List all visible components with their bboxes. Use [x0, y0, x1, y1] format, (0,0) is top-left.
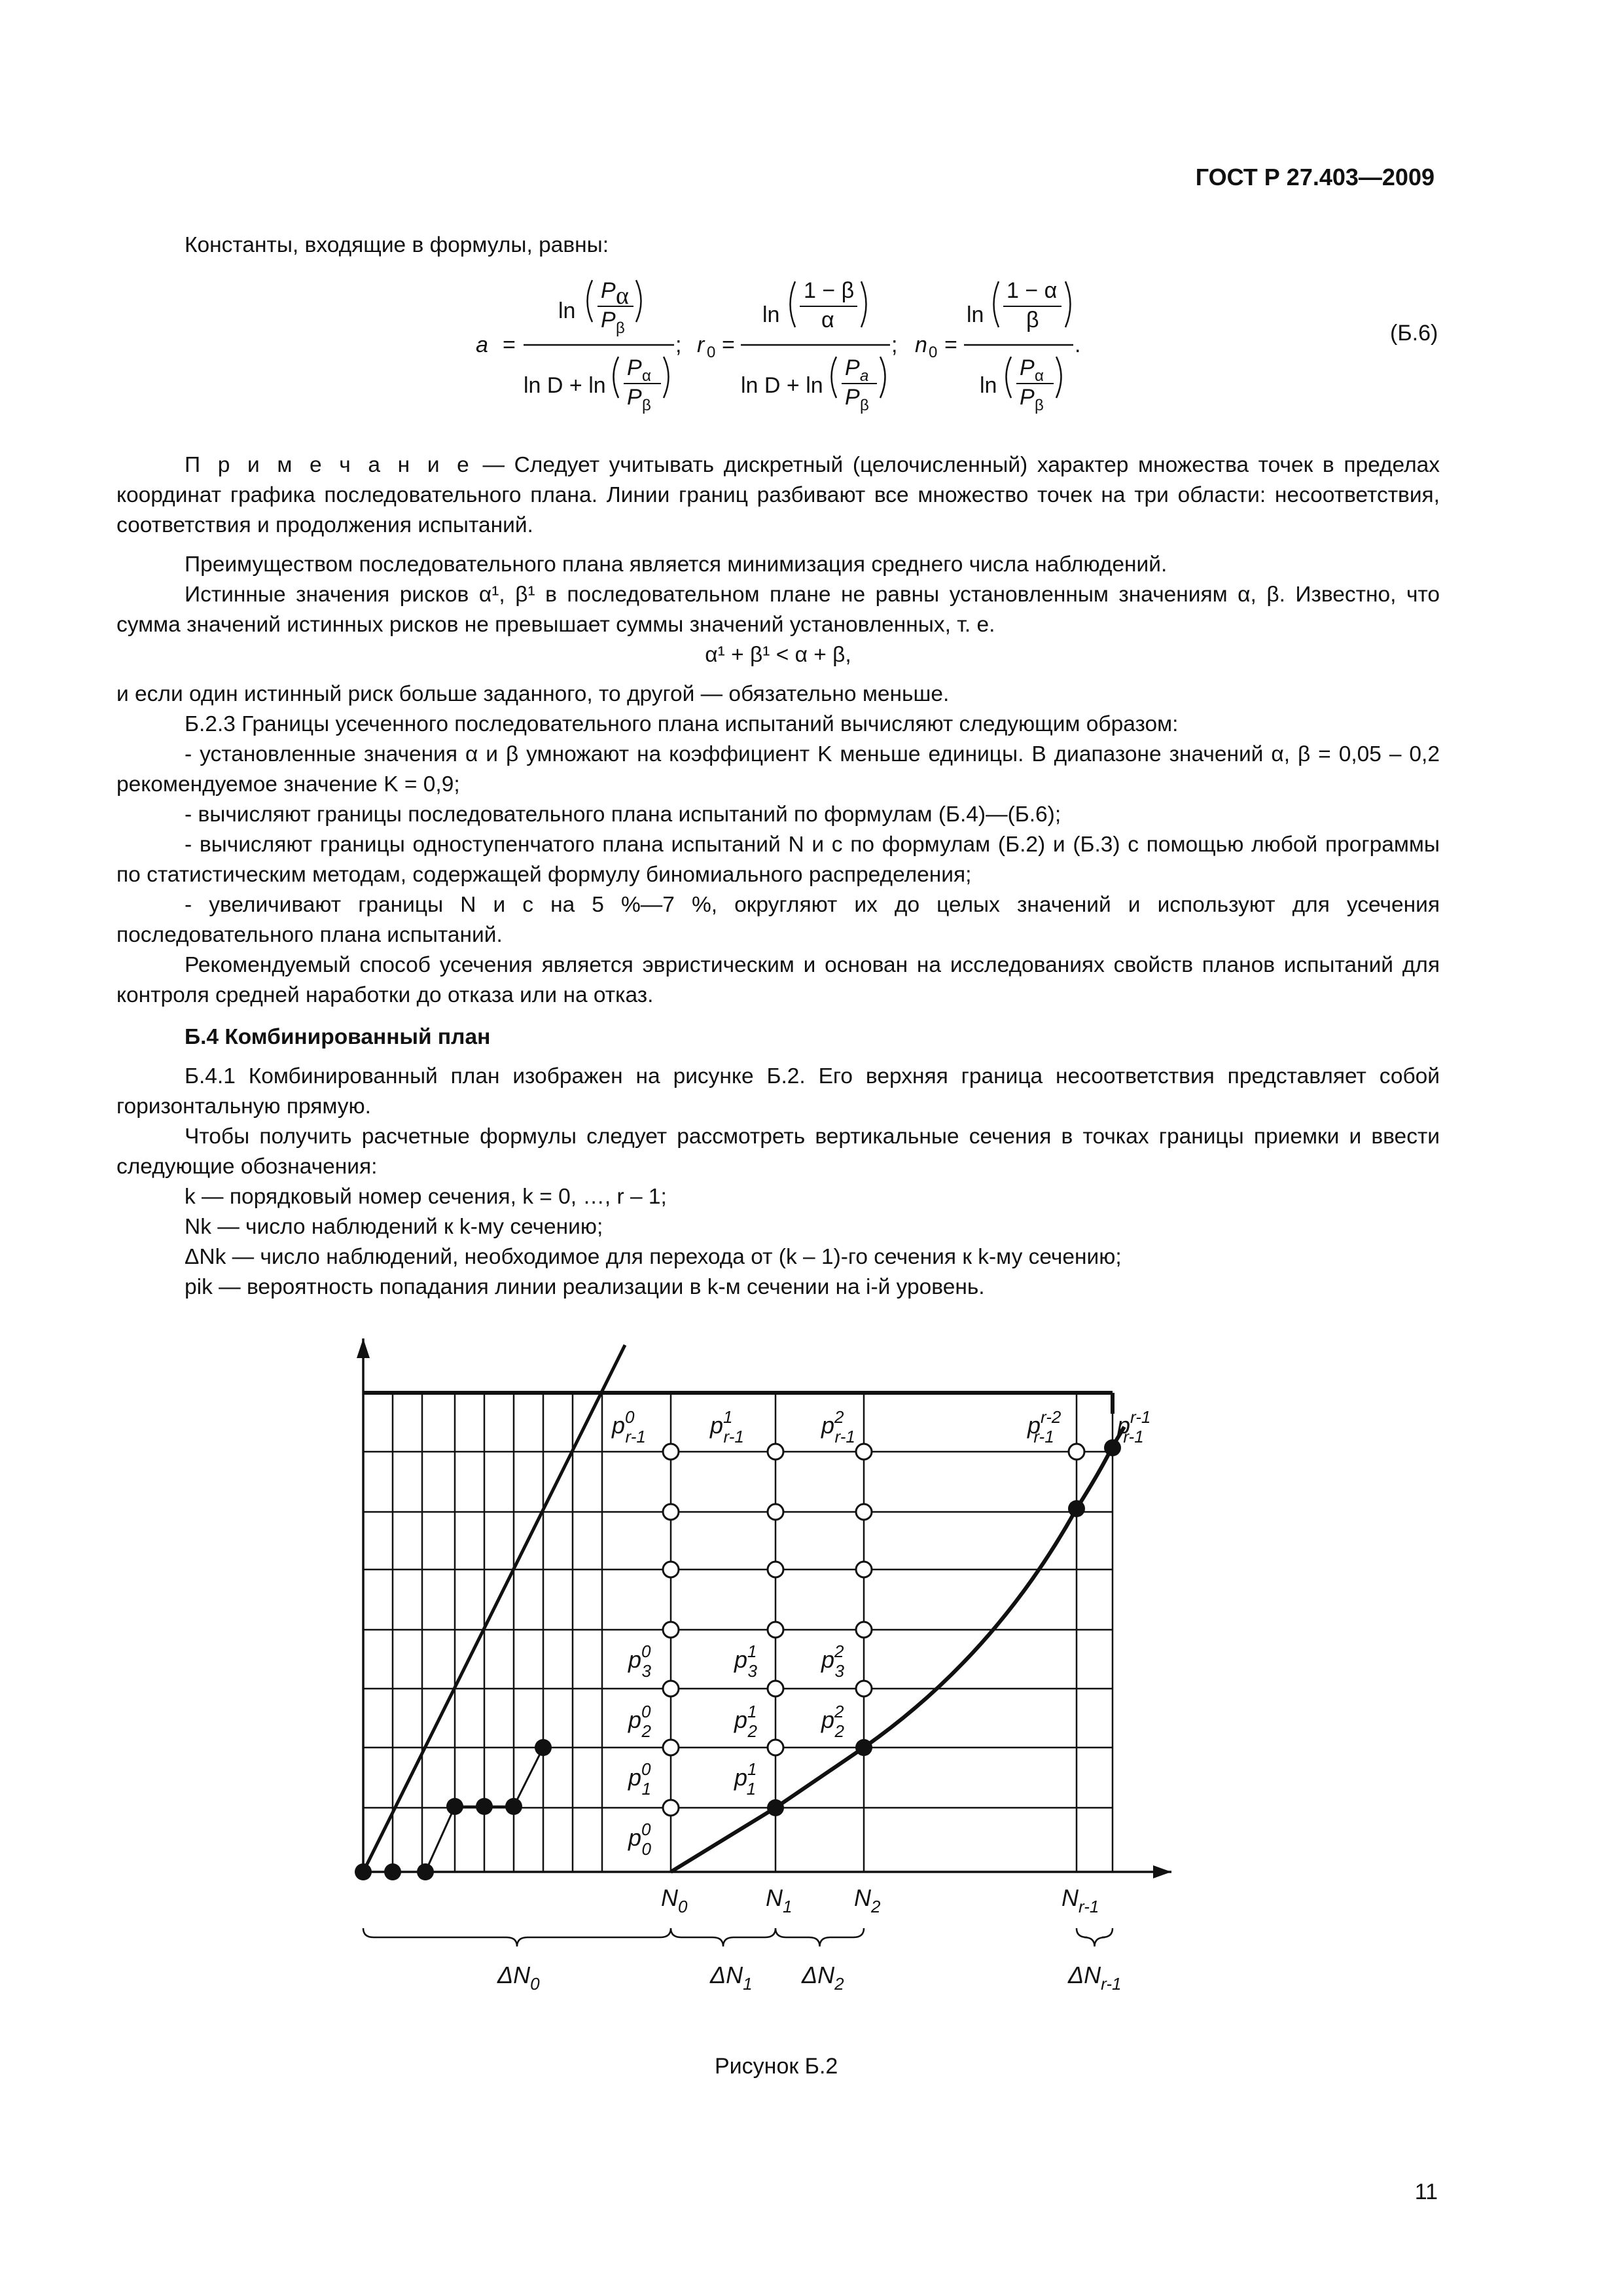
svg-text:;: ;	[675, 332, 682, 357]
open-point	[663, 1740, 679, 1755]
point-probability-label: $p^2$ 3	[821, 1641, 844, 1681]
filled-point	[1104, 1439, 1121, 1456]
svg-text:0: 0	[707, 344, 716, 361]
rejection-line	[363, 1345, 625, 1872]
point-probability-label: $p^2$ r-1	[821, 1407, 855, 1446]
open-point	[663, 1504, 679, 1520]
svg-text:a: a	[860, 367, 869, 385]
open-point	[663, 1800, 679, 1816]
filled-point	[417, 1863, 434, 1880]
point-probability-label: $p^{r-2}$ r-1	[1027, 1407, 1061, 1446]
point-probability-label: $p^0$ 0	[628, 1820, 651, 1859]
point-probability-label: $p^1$ 2	[734, 1702, 757, 1741]
note-paragraph	[116, 450, 1440, 541]
open-point	[1069, 1444, 1084, 1460]
filled-point	[384, 1863, 401, 1880]
interval-label: $\Delta N_2$	[802, 1962, 844, 1994]
filled-point	[505, 1798, 522, 1815]
formula-ln: ln	[558, 298, 576, 323]
svg-text:α: α	[1035, 367, 1044, 385]
open-point	[663, 1562, 679, 1577]
note-text: — Следует учитывать дискретный (целочисленный) характер множества точек в пределах координат графика последовательного плана. Линии границ разбивают все множество точек на три области: несоответствия, соответствия и продолжения испытаний.	[116, 453, 1440, 537]
svg-text:ln: ln	[980, 373, 997, 398]
svg-text:ln: ln	[762, 302, 780, 327]
point-probability-label: $p^1$ r-1	[710, 1407, 744, 1446]
svg-text:ln D + ln: ln D + ln	[741, 373, 823, 398]
point-probability-label: $p^2$ 2	[821, 1702, 844, 1741]
paragraph-advantage: Преимуществом последовательного плана является минимизация среднего числа наблюдений.	[185, 552, 1168, 577]
svg-text:=: =	[944, 332, 957, 357]
open-point	[768, 1562, 783, 1577]
formula-r0-symbol: r	[697, 332, 705, 357]
point-probability-label: $p^0$ 2	[628, 1702, 651, 1741]
formula-n0-symbol: n	[915, 332, 927, 357]
svg-text:α: α	[616, 282, 629, 310]
list-item: - вычисляют границы последовательного плана испытаний по формулам (Б.4)—(Б.6);	[185, 802, 1061, 827]
point-probability-label: $p^{r-1}$ r-1	[1117, 1407, 1151, 1446]
paragraph-b23: Б.2.3 Границы усеченного последовательного плана испытаний вычисляют следующим образом:	[185, 712, 1179, 736]
filled-point	[767, 1799, 784, 1816]
interval-brace	[776, 1928, 864, 1946]
y-axis-arrow	[357, 1338, 370, 1358]
svg-text:=: =	[722, 332, 735, 357]
intro-text: Константы, входящие в формулы, равны:	[185, 233, 609, 257]
svg-text:P: P	[845, 385, 860, 410]
truncation-steps-list	[116, 740, 1440, 950]
svg-text:β: β	[860, 397, 869, 414]
filled-point	[535, 1739, 552, 1756]
svg-text:1 − α: 1 − α	[1007, 278, 1058, 303]
open-point	[663, 1622, 679, 1638]
filled-point	[476, 1798, 493, 1815]
interval-label: $\Delta N_1$	[710, 1962, 753, 1994]
definition-k: k — порядковый номер сечения, k = 0, …, r – 1;	[185, 1185, 667, 1209]
svg-text:1 − β: 1 − β	[804, 278, 855, 303]
x-axis-section-label: $N_1$	[766, 1884, 793, 1916]
interval-label: $\Delta N_{r-1}$	[1068, 1962, 1122, 1994]
formula-a-symbol: a	[476, 332, 488, 357]
figure-b2-diagram	[0, 1335, 1623, 2042]
note-label: П р и м е ч а н и е	[185, 453, 473, 477]
point-probability-label: $p^0$ 1	[628, 1759, 651, 1799]
svg-text:α: α	[821, 308, 834, 332]
x-axis-section-label: $N_2$	[854, 1884, 881, 1916]
open-point	[856, 1562, 872, 1577]
formula-eq: =	[503, 332, 516, 357]
filled-point	[355, 1863, 372, 1880]
filled-point	[1068, 1500, 1085, 1517]
list-item: - увеличивают границы N и c на 5 %—7 %, округляют их до целых значений и используют для усечения последовательного плана испытаний.	[116, 893, 1440, 947]
definition-delta-nk: ΔNk — число наблюдений, необходимое для перехода от (k – 1)-го сечения к k-му сечению;	[185, 1245, 1122, 1269]
svg-text:P: P	[601, 308, 616, 332]
open-point	[768, 1444, 783, 1460]
point-probability-label: $p^0$ r-1	[612, 1407, 646, 1446]
x-axis-section-label: $N_{r-1}$	[1061, 1884, 1099, 1916]
section-heading-b4: Б.4 Комбинированный план	[185, 1025, 491, 1049]
open-point	[856, 1622, 872, 1638]
open-point	[768, 1740, 783, 1755]
definition-nk: Nk — число наблюдений к k-му сечению;	[185, 1215, 603, 1239]
figure-caption: Рисунок Б.2	[715, 2054, 838, 2079]
svg-text:P: P	[1020, 355, 1035, 380]
list-item: - вычисляют границы одноступенчатого плана испытаний N и c по формулам (Б.2) и (Б.3) с помощью любой программы по статистическим методам, содержащей формулу биномиального распределения;	[116, 833, 1440, 887]
open-point	[663, 1444, 679, 1460]
document-number: ГОСТ Р 27.403—2009	[1195, 164, 1435, 190]
svg-text:P: P	[601, 278, 616, 303]
svg-text:β: β	[642, 397, 651, 414]
inequality: α¹ + β¹ < α + β,	[705, 643, 851, 667]
svg-text:β: β	[1035, 397, 1044, 414]
filled-point	[855, 1739, 872, 1756]
svg-text:P: P	[1020, 385, 1035, 410]
paragraph-true-risks: Истинные значения рисков α¹, β¹ в последовательном плане не равны установленным значениям α, β. Известно, что сумма значений истинных рисков не превышает суммы значений установленных, т. е.	[116, 583, 1440, 637]
paragraph-notation: Чтобы получить расчетные формулы следует рассмотреть вертикальные сечения в точках границы приемки и ввести следующие обозначения:	[116, 1124, 1440, 1179]
svg-text:P: P	[845, 355, 860, 380]
page-number: 11	[1414, 2179, 1438, 2204]
formula-label: (Б.6)	[1390, 321, 1438, 346]
x-axis-section-label: $N_0$	[661, 1884, 688, 1916]
svg-text:ln: ln	[967, 302, 984, 327]
interval-brace	[363, 1928, 671, 1946]
open-point	[768, 1504, 783, 1520]
interval-brace	[671, 1928, 776, 1946]
svg-text:P: P	[627, 355, 642, 380]
point-probability-label: $p^1$ 1	[734, 1759, 757, 1799]
svg-text:α: α	[642, 367, 651, 385]
interval-label: $\Delta N_0$	[497, 1962, 540, 1994]
list-item: - установленные значения α и β умножают на коэффициент K меньше единицы. В диапазоне значений α, β = 0,05 – 0,2 рекомендуемое значение K = 0,9;	[116, 742, 1440, 797]
open-point	[856, 1681, 872, 1696]
open-point	[856, 1504, 872, 1520]
paragraph-risk-relation: и если один истинный риск больше заданного, то другой — обязательно меньше.	[116, 682, 950, 706]
point-probability-label: $p^1$ 3	[734, 1641, 757, 1681]
interval-brace	[1077, 1928, 1113, 1946]
formula-b6	[0, 268, 1623, 445]
open-point	[856, 1444, 872, 1460]
x-axis-arrow	[1153, 1865, 1171, 1878]
svg-text:.: .	[1075, 332, 1081, 357]
open-point	[768, 1622, 783, 1638]
open-point	[663, 1681, 679, 1696]
filled-point	[446, 1798, 463, 1815]
paragraph-b41: Б.4.1 Комбинированный план изображен на рисунке Б.2. Его верхняя граница несоответствия представляет собой горизонтальную прямую.	[116, 1064, 1440, 1119]
svg-text:ln D + ln: ln D + ln	[524, 373, 606, 398]
svg-text:P: P	[627, 385, 642, 410]
svg-text:;: ;	[891, 332, 898, 357]
svg-text:0: 0	[929, 344, 938, 361]
point-probability-label: $p^0$ 3	[628, 1641, 651, 1681]
definition-pik: pik — вероятность попадания линии реализации в k-м сечении на i-й уровень.	[185, 1275, 985, 1299]
paragraph-heuristic: Рекомендуемый способ усечения является эвристическим и основан на исследованиях свойств планов испытаний для контроля средней наработки до отказа или на отказ.	[116, 953, 1440, 1007]
svg-text:β: β	[1026, 308, 1039, 332]
svg-text:β: β	[616, 319, 625, 337]
open-point	[768, 1681, 783, 1696]
